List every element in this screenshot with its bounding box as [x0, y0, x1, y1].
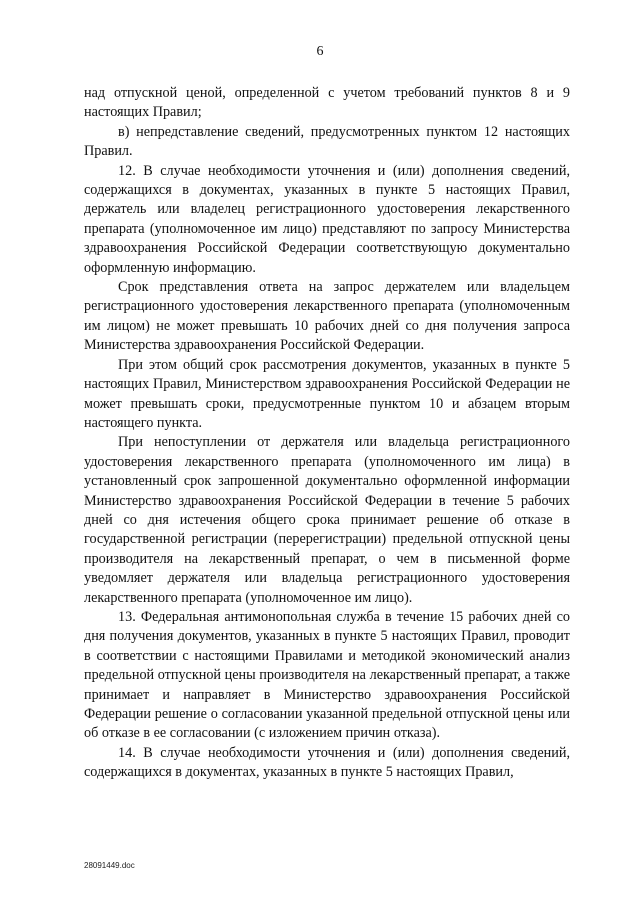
- paragraph-item-14: 14. В случае необходимости уточнения и (или) дополнения сведений, содержащихся в документах, указанных в пункте 5 настоящих Правил,: [84, 744, 570, 781]
- document-file-name: 28091449.doc: [84, 861, 135, 870]
- paragraph-item-12: 12. В случае необходимости уточнения и (или) дополнения сведений, содержащихся в документах, указанных в пункте 5 настоящих Правил, держатель или владелец регистрационного удостоверения лекарственного препарата (уполномоченное им лицо) представляют по запросу Министерства здравоохранения Российской Федерации соответствующую документально оформленную информацию.: [84, 162, 570, 276]
- paragraph-total-review-period: При этом общий срок рассмотрения документов, указанных в пункте 5 настоящих Правил, Министерством здравоохранения Российской Федерации не может превышать сроки, предусмотренные пунктом 10 и абзацем вторым настоящего пункта.: [84, 356, 570, 431]
- paragraph-subitem-v: в) непредставление сведений, предусмотренных пунктом 12 настоящих Правил.: [84, 123, 570, 160]
- document-body: [84, 84, 570, 783]
- paragraph-item-13: 13. Федеральная антимонопольная служба в течение 15 рабочих дней со дня получения документов, указанных в пункте 5 настоящих Правил, проводит в соответствии с настоящими Правилами и методикой экономический анализ предельной отпускной цены производителя на лекарственный препарат, а также принимает и направляет в Министерство здравоохранения Российской Федерации решение о согласовании указанной предельной отпускной цены или об отказе в ее согласовании (с изложением причин отказа).: [84, 608, 570, 742]
- paragraph-response-deadline: Срок представления ответа на запрос держателем или владельцем регистрационного удостоверения лекарственного препарата (уполномоченным им лицом) не может превышать 10 рабочих дней со дня получения запроса Министерства здравоохранения Российской Федерации.: [84, 279, 570, 354]
- paragraph-continuation: над отпускной ценой, определенной с учетом требований пунктов 8 и 9 настоящих Правил;: [84, 85, 570, 121]
- page-number: 6: [316, 44, 324, 59]
- paragraph-refusal-decision: При непоступлении от держателя или владельца регистрационного удостоверения лекарственного препарата (уполномоченного им лица) в установленный срок запрошенной документально оформленной информации Министерство здравоохранения Российской Федерации в течение 5 рабочих дней со дня истечения общего срока принимает решение об отказе в государственной регистрации (перерегистрации) предельной отпускной цены производителя на лекарственный препарат, о чем в письменной форме уведомляет держателя или владельца регистрационного удостоверения лекарственного препарата (уполномоченное им лицо).: [84, 434, 570, 606]
